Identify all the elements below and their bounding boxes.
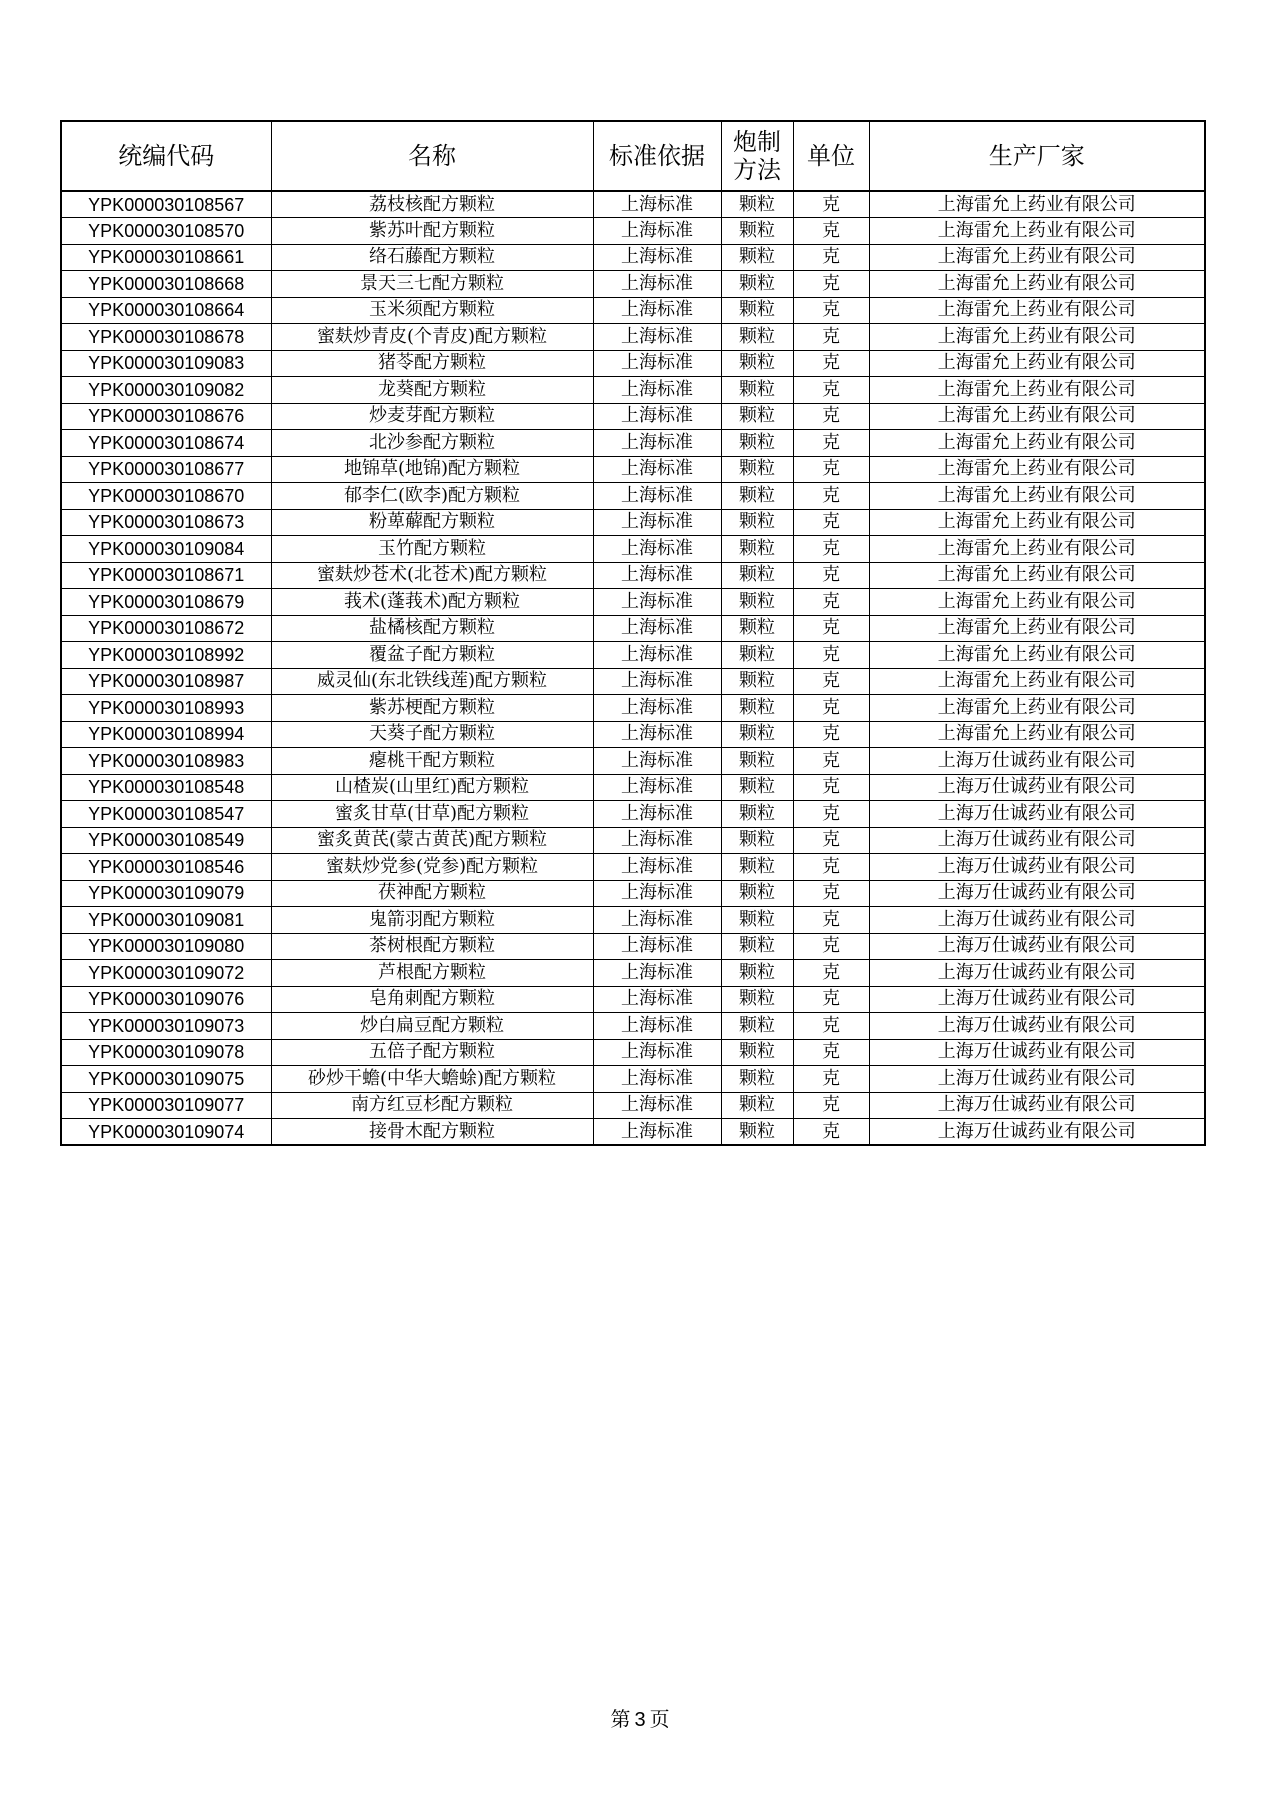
code-cell: YPK000030109072 [61, 960, 271, 987]
standard-cell: 上海标准 [593, 562, 721, 589]
unit-cell: 克 [793, 668, 869, 695]
table-row [61, 509, 1205, 536]
standard-cell: 上海标准 [593, 324, 721, 351]
code-cell: YPK000030108679 [61, 589, 271, 616]
code-cell: YPK000030108547 [61, 801, 271, 828]
code-cell: YPK000030108678 [61, 324, 271, 351]
method-cell: 颗粒 [721, 668, 793, 695]
unit-cell: 克 [793, 191, 869, 218]
standard-cell: 上海标准 [593, 801, 721, 828]
unit-cell: 克 [793, 589, 869, 616]
code-cell: YPK000030108987 [61, 668, 271, 695]
table-row [61, 271, 1205, 298]
method-cell: 颗粒 [721, 986, 793, 1013]
unit-cell: 克 [793, 297, 869, 324]
maker-cell: 上海万仕诚药业有限公司 [869, 1013, 1205, 1040]
standard-cell: 上海标准 [593, 430, 721, 457]
table-row [61, 589, 1205, 616]
maker-cell: 上海万仕诚药业有限公司 [869, 774, 1205, 801]
table-row [61, 403, 1205, 430]
unit-cell: 克 [793, 509, 869, 536]
name-cell: 玉竹配方颗粒 [271, 536, 593, 563]
maker-cell: 上海万仕诚药业有限公司 [869, 907, 1205, 934]
unit-cell: 克 [793, 324, 869, 351]
standard-cell: 上海标准 [593, 1013, 721, 1040]
table-row [61, 615, 1205, 642]
method-cell: 颗粒 [721, 377, 793, 404]
code-cell: YPK000030108546 [61, 854, 271, 881]
maker-cell: 上海万仕诚药业有限公司 [869, 986, 1205, 1013]
header-method-label: 炮制方法 [732, 128, 781, 184]
product-table [60, 120, 1206, 1146]
code-cell: YPK000030109078 [61, 1039, 271, 1066]
name-cell: 络石藤配方颗粒 [271, 244, 593, 271]
name-cell: 玉米须配方颗粒 [271, 297, 593, 324]
table-row [61, 1013, 1205, 1040]
code-cell: YPK000030108668 [61, 271, 271, 298]
unit-cell: 克 [793, 1119, 869, 1146]
code-cell: YPK000030108992 [61, 642, 271, 669]
method-cell: 颗粒 [721, 774, 793, 801]
standard-cell: 上海标准 [593, 589, 721, 616]
code-cell: YPK000030108549 [61, 827, 271, 854]
method-cell: 颗粒 [721, 1066, 793, 1093]
unit-cell: 克 [793, 218, 869, 245]
maker-cell: 上海雷允上药业有限公司 [869, 403, 1205, 430]
unit-cell: 克 [793, 748, 869, 775]
method-cell: 颗粒 [721, 1092, 793, 1119]
unit-cell: 克 [793, 483, 869, 510]
method-cell: 颗粒 [721, 801, 793, 828]
unit-cell: 克 [793, 1039, 869, 1066]
code-cell: YPK000030108548 [61, 774, 271, 801]
method-cell: 颗粒 [721, 642, 793, 669]
unit-cell: 克 [793, 244, 869, 271]
method-cell: 颗粒 [721, 1013, 793, 1040]
table-row [61, 880, 1205, 907]
standard-cell: 上海标准 [593, 536, 721, 563]
code-cell: YPK000030109076 [61, 986, 271, 1013]
method-cell: 颗粒 [721, 483, 793, 510]
name-cell: 盐橘核配方颗粒 [271, 615, 593, 642]
unit-cell: 克 [793, 456, 869, 483]
table-row [61, 668, 1205, 695]
method-cell: 颗粒 [721, 271, 793, 298]
standard-cell: 上海标准 [593, 350, 721, 377]
unit-cell: 克 [793, 536, 869, 563]
table-row [61, 721, 1205, 748]
name-cell: 南方红豆杉配方颗粒 [271, 1092, 593, 1119]
code-cell: YPK000030108664 [61, 297, 271, 324]
name-cell: 荔枝核配方颗粒 [271, 191, 593, 218]
standard-cell: 上海标准 [593, 854, 721, 881]
name-cell: 五倍子配方颗粒 [271, 1039, 593, 1066]
method-cell: 颗粒 [721, 854, 793, 881]
maker-cell: 上海雷允上药业有限公司 [869, 218, 1205, 245]
table-row [61, 218, 1205, 245]
maker-cell: 上海万仕诚药业有限公司 [869, 801, 1205, 828]
method-cell: 颗粒 [721, 695, 793, 722]
table-row [61, 1119, 1205, 1146]
standard-cell: 上海标准 [593, 377, 721, 404]
name-cell: 芦根配方颗粒 [271, 960, 593, 987]
header-method [721, 121, 793, 191]
table-row [61, 350, 1205, 377]
standard-cell: 上海标准 [593, 695, 721, 722]
maker-cell: 上海雷允上药业有限公司 [869, 430, 1205, 457]
table-row [61, 191, 1205, 218]
method-cell: 颗粒 [721, 615, 793, 642]
name-cell: 蜜炙黄芪(蒙古黄芪)配方颗粒 [271, 827, 593, 854]
code-cell: YPK000030109077 [61, 1092, 271, 1119]
unit-cell: 克 [793, 271, 869, 298]
unit-cell: 克 [793, 695, 869, 722]
maker-cell: 上海雷允上药业有限公司 [869, 615, 1205, 642]
code-cell: YPK000030109083 [61, 350, 271, 377]
name-cell: 蜜麸炒苍术(北苍术)配方颗粒 [271, 562, 593, 589]
code-cell: YPK000030108570 [61, 218, 271, 245]
method-cell: 颗粒 [721, 960, 793, 987]
method-cell: 颗粒 [721, 430, 793, 457]
unit-cell: 克 [793, 854, 869, 881]
unit-cell: 克 [793, 642, 869, 669]
code-cell: YPK000030108993 [61, 695, 271, 722]
method-cell: 颗粒 [721, 297, 793, 324]
table-row [61, 695, 1205, 722]
table-row [61, 536, 1205, 563]
method-cell: 颗粒 [721, 562, 793, 589]
name-cell: 瘪桃干配方颗粒 [271, 748, 593, 775]
name-cell: 威灵仙(东北铁线莲)配方颗粒 [271, 668, 593, 695]
standard-cell: 上海标准 [593, 244, 721, 271]
name-cell: 山楂炭(山里红)配方颗粒 [271, 774, 593, 801]
name-cell: 炒白扁豆配方颗粒 [271, 1013, 593, 1040]
maker-cell: 上海雷允上药业有限公司 [869, 562, 1205, 589]
page-footer-suffix: 页 [649, 1707, 670, 1731]
method-cell: 颗粒 [721, 324, 793, 351]
table-header-row [61, 121, 1205, 191]
unit-cell: 克 [793, 880, 869, 907]
code-cell: YPK000030108671 [61, 562, 271, 589]
page-number: 3 [634, 1709, 646, 1731]
unit-cell: 克 [793, 615, 869, 642]
standard-cell: 上海标准 [593, 191, 721, 218]
name-cell: 砂炒干蟾(中华大蟾蜍)配方颗粒 [271, 1066, 593, 1093]
table-row [61, 430, 1205, 457]
standard-cell: 上海标准 [593, 297, 721, 324]
table-row [61, 854, 1205, 881]
method-cell: 颗粒 [721, 589, 793, 616]
standard-cell: 上海标准 [593, 880, 721, 907]
name-cell: 茶树根配方颗粒 [271, 933, 593, 960]
name-cell: 茯神配方颗粒 [271, 880, 593, 907]
table-row [61, 483, 1205, 510]
name-cell: 炒麦芽配方颗粒 [271, 403, 593, 430]
standard-cell: 上海标准 [593, 1039, 721, 1066]
maker-cell: 上海雷允上药业有限公司 [869, 721, 1205, 748]
standard-cell: 上海标准 [593, 403, 721, 430]
name-cell: 紫苏叶配方颗粒 [271, 218, 593, 245]
maker-cell: 上海万仕诚药业有限公司 [869, 748, 1205, 775]
method-cell: 颗粒 [721, 907, 793, 934]
maker-cell: 上海万仕诚药业有限公司 [869, 960, 1205, 987]
standard-cell: 上海标准 [593, 748, 721, 775]
table-row [61, 642, 1205, 669]
maker-cell: 上海雷允上药业有限公司 [869, 668, 1205, 695]
maker-cell: 上海万仕诚药业有限公司 [869, 854, 1205, 881]
method-cell: 颗粒 [721, 456, 793, 483]
code-cell: YPK000030108661 [61, 244, 271, 271]
name-cell: 蜜麸炒党参(党参)配方颗粒 [271, 854, 593, 881]
method-cell: 颗粒 [721, 218, 793, 245]
standard-cell: 上海标准 [593, 456, 721, 483]
method-cell: 颗粒 [721, 350, 793, 377]
code-cell: YPK000030109073 [61, 1013, 271, 1040]
name-cell: 地锦草(地锦)配方颗粒 [271, 456, 593, 483]
maker-cell: 上海万仕诚药业有限公司 [869, 1119, 1205, 1146]
unit-cell: 克 [793, 1013, 869, 1040]
standard-cell: 上海标准 [593, 271, 721, 298]
standard-cell: 上海标准 [593, 1092, 721, 1119]
unit-cell: 克 [793, 721, 869, 748]
maker-cell: 上海雷允上药业有限公司 [869, 191, 1205, 218]
standard-cell: 上海标准 [593, 827, 721, 854]
maker-cell: 上海万仕诚药业有限公司 [869, 827, 1205, 854]
table-row [61, 907, 1205, 934]
maker-cell: 上海雷允上药业有限公司 [869, 324, 1205, 351]
maker-cell: 上海雷允上药业有限公司 [869, 695, 1205, 722]
unit-cell: 克 [793, 801, 869, 828]
code-cell: YPK000030108983 [61, 748, 271, 775]
unit-cell: 克 [793, 430, 869, 457]
maker-cell: 上海雷允上药业有限公司 [869, 509, 1205, 536]
code-cell: YPK000030108677 [61, 456, 271, 483]
name-cell: 覆盆子配方颗粒 [271, 642, 593, 669]
header-standard: 标准依据 [593, 121, 721, 191]
method-cell: 颗粒 [721, 827, 793, 854]
name-cell: 猪苓配方颗粒 [271, 350, 593, 377]
table-row [61, 801, 1205, 828]
table-row [61, 377, 1205, 404]
standard-cell: 上海标准 [593, 933, 721, 960]
unit-cell: 克 [793, 1066, 869, 1093]
maker-cell: 上海雷允上药业有限公司 [869, 483, 1205, 510]
standard-cell: 上海标准 [593, 907, 721, 934]
unit-cell: 克 [793, 377, 869, 404]
name-cell: 皂角刺配方颗粒 [271, 986, 593, 1013]
method-cell: 颗粒 [721, 191, 793, 218]
table-row [61, 960, 1205, 987]
unit-cell: 克 [793, 960, 869, 987]
standard-cell: 上海标准 [593, 509, 721, 536]
table-row [61, 827, 1205, 854]
maker-cell: 上海雷允上药业有限公司 [869, 456, 1205, 483]
header-code: 统编代码 [61, 121, 271, 191]
table-row [61, 456, 1205, 483]
table-row [61, 324, 1205, 351]
standard-cell: 上海标准 [593, 615, 721, 642]
unit-cell: 克 [793, 986, 869, 1013]
page-footer [0, 1703, 1280, 1732]
standard-cell: 上海标准 [593, 960, 721, 987]
maker-cell: 上海雷允上药业有限公司 [869, 642, 1205, 669]
maker-cell: 上海雷允上药业有限公司 [869, 589, 1205, 616]
method-cell: 颗粒 [721, 1119, 793, 1146]
standard-cell: 上海标准 [593, 483, 721, 510]
code-cell: YPK000030109082 [61, 377, 271, 404]
unit-cell: 克 [793, 933, 869, 960]
name-cell: 景天三七配方颗粒 [271, 271, 593, 298]
table-row [61, 986, 1205, 1013]
header-unit: 单位 [793, 121, 869, 191]
table-row [61, 933, 1205, 960]
name-cell: 郁李仁(欧李)配方颗粒 [271, 483, 593, 510]
table-row [61, 562, 1205, 589]
header-name: 名称 [271, 121, 593, 191]
standard-cell: 上海标准 [593, 218, 721, 245]
code-cell: YPK000030108567 [61, 191, 271, 218]
name-cell: 粉萆薢配方颗粒 [271, 509, 593, 536]
standard-cell: 上海标准 [593, 774, 721, 801]
code-cell: YPK000030109081 [61, 907, 271, 934]
maker-cell: 上海万仕诚药业有限公司 [869, 1066, 1205, 1093]
method-cell: 颗粒 [721, 933, 793, 960]
name-cell: 鬼箭羽配方颗粒 [271, 907, 593, 934]
table-row [61, 774, 1205, 801]
code-cell: YPK000030108672 [61, 615, 271, 642]
code-cell: YPK000030109084 [61, 536, 271, 563]
table-row [61, 1039, 1205, 1066]
unit-cell: 克 [793, 827, 869, 854]
maker-cell: 上海雷允上药业有限公司 [869, 377, 1205, 404]
name-cell: 蜜炙甘草(甘草)配方颗粒 [271, 801, 593, 828]
code-cell: YPK000030109079 [61, 880, 271, 907]
standard-cell: 上海标准 [593, 642, 721, 669]
table-row [61, 1066, 1205, 1093]
name-cell: 北沙参配方颗粒 [271, 430, 593, 457]
name-cell: 紫苏梗配方颗粒 [271, 695, 593, 722]
maker-cell: 上海雷允上药业有限公司 [869, 297, 1205, 324]
table-row [61, 244, 1205, 271]
unit-cell: 克 [793, 907, 869, 934]
code-cell: YPK000030109075 [61, 1066, 271, 1093]
code-cell: YPK000030109080 [61, 933, 271, 960]
standard-cell: 上海标准 [593, 1119, 721, 1146]
standard-cell: 上海标准 [593, 721, 721, 748]
method-cell: 颗粒 [721, 748, 793, 775]
maker-cell: 上海万仕诚药业有限公司 [869, 1039, 1205, 1066]
unit-cell: 克 [793, 403, 869, 430]
code-cell: YPK000030108676 [61, 403, 271, 430]
name-cell: 莪术(蓬莪术)配方颗粒 [271, 589, 593, 616]
name-cell: 天葵子配方颗粒 [271, 721, 593, 748]
unit-cell: 克 [793, 774, 869, 801]
maker-cell: 上海雷允上药业有限公司 [869, 271, 1205, 298]
maker-cell: 上海万仕诚药业有限公司 [869, 1092, 1205, 1119]
table-body [61, 191, 1205, 1145]
unit-cell: 克 [793, 562, 869, 589]
method-cell: 颗粒 [721, 721, 793, 748]
maker-cell: 上海万仕诚药业有限公司 [869, 880, 1205, 907]
method-cell: 颗粒 [721, 880, 793, 907]
table-row [61, 297, 1205, 324]
code-cell: YPK000030108670 [61, 483, 271, 510]
name-cell: 蜜麸炒青皮(个青皮)配方颗粒 [271, 324, 593, 351]
maker-cell: 上海万仕诚药业有限公司 [869, 933, 1205, 960]
name-cell: 接骨木配方颗粒 [271, 1119, 593, 1146]
method-cell: 颗粒 [721, 509, 793, 536]
maker-cell: 上海雷允上药业有限公司 [869, 350, 1205, 377]
code-cell: YPK000030108994 [61, 721, 271, 748]
table-row [61, 1092, 1205, 1119]
standard-cell: 上海标准 [593, 986, 721, 1013]
unit-cell: 克 [793, 1092, 869, 1119]
code-cell: YPK000030108673 [61, 509, 271, 536]
method-cell: 颗粒 [721, 536, 793, 563]
maker-cell: 上海雷允上药业有限公司 [869, 536, 1205, 563]
page-footer-prefix: 第 [610, 1707, 631, 1731]
unit-cell: 克 [793, 350, 869, 377]
name-cell: 龙葵配方颗粒 [271, 377, 593, 404]
code-cell: YPK000030108674 [61, 430, 271, 457]
method-cell: 颗粒 [721, 403, 793, 430]
method-cell: 颗粒 [721, 244, 793, 271]
standard-cell: 上海标准 [593, 668, 721, 695]
code-cell: YPK000030109074 [61, 1119, 271, 1146]
header-maker: 生产厂家 [869, 121, 1205, 191]
maker-cell: 上海雷允上药业有限公司 [869, 244, 1205, 271]
method-cell: 颗粒 [721, 1039, 793, 1066]
table-row [61, 748, 1205, 775]
standard-cell: 上海标准 [593, 1066, 721, 1093]
